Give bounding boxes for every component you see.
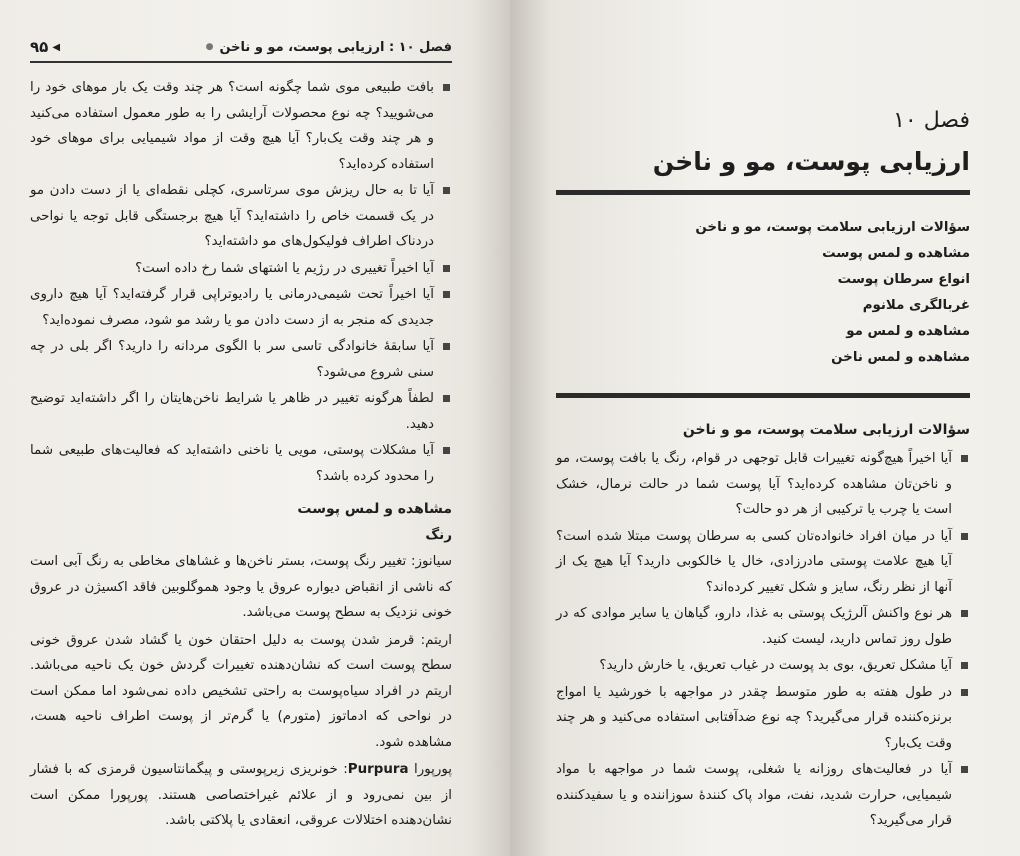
list-item <box>30 386 452 437</box>
list-item <box>30 256 452 282</box>
list-item <box>556 524 970 601</box>
right-page <box>510 0 1020 856</box>
square-bullet-icon <box>443 187 450 194</box>
contents-item: غربالگری ملانوم <box>862 298 970 313</box>
definition-term: پورپورا <box>414 762 452 777</box>
list-item-text: آیا اخیراً هیچ‌گونه تغییرات قابل توجهی در قوام، رنگ یا بافت پوست، مو و ناخن‌تان مشاهده کرده‌اید؟ آیا پوست شما در حالت نرمال، خشک است یا چرب یا ترکیبی از هر دو حالت؟ <box>556 451 952 517</box>
contents-item: مشاهده و لمس ناخن <box>831 350 970 365</box>
list-item <box>556 446 970 523</box>
list-item-text: آیا مشکل تعریق، بوی بد پوست در غیاب تعریق، یا خارش دارید؟ <box>599 658 952 673</box>
list-item-text: بافت طبیعی موی شما چگونه است؟ هر چند وقت یک بار موهای خود را می‌شویید؟ چه نوع محصولات آرایشی را به طور معمول استفاده می‌کنید و هر چند وقت یک‌بار؟ آیا هیچ وقت از مواد شیمیایی برای موهای خود استفاده کرده‌اید؟ <box>30 80 434 172</box>
list-item-text: آیا تا به حال ریزش موی سرتاسری، کچلی نقطه‌ای یا از دست دادن مو در یک قسمت خاص را داشته‌اید؟ آیا هیچ برجستگی قابل توجه یا نواحی دردناک اطراف فولیکول‌های مو داشته‌اید؟ <box>30 183 434 249</box>
running-header-title-wrap <box>206 40 452 55</box>
square-bullet-icon <box>443 447 450 454</box>
triangle-marker-icon: ◀ <box>52 41 61 53</box>
contents-item: مشاهده و لمس پوست <box>822 246 970 261</box>
chapter-title: ارزیابی پوست، مو و ناخن <box>652 147 970 176</box>
list-item-text: آیا اخیراً تحت شیمی‌درمانی یا رادیوتراپی قرار گرفته‌اید؟ آیا هیچ داروی جدیدی که منجر به از دست دادن مو یا رشد مو شود، مصرف نموده‌اید؟ <box>30 287 434 328</box>
list-item-text: آیا اخیراً تغییری در رژیم یا اشتهای شما رخ داده است؟ <box>135 260 434 276</box>
list-item <box>556 601 970 652</box>
running-header <box>30 38 452 63</box>
header-dot-icon: ● <box>205 42 214 52</box>
contents-item: انواع سرطان پوست <box>837 272 970 287</box>
square-bullet-icon <box>443 291 450 298</box>
subsection-title: رنگ <box>425 527 452 543</box>
chapter-divider <box>556 190 970 195</box>
list-item <box>30 334 452 385</box>
contents-divider <box>556 393 970 398</box>
chapter-contents <box>556 215 970 371</box>
list-item-text: لطفاً هرگونه تغییر در ظاهر یا شرایط ناخن‌هایتان را اگر داشته‌اید توضیح دهید. <box>30 391 434 432</box>
running-header-title: فصل ۱۰ : ارزیابی پوست، مو و ناخن <box>219 39 452 55</box>
definition-text: قرمز شدن پوست به دلیل احتقان خون یا گشاد شدن عروق خونی سطح پوست است که نشان‌دهنده تغییرات گردش خون یک ناحیه می‌باشد. اریتم در افراد سیاه‌پوست به راحتی تشخیص داده نمی‌شود اما ممکن است در نواحی که ادماتوز (متورم) یا گرم‌تر از پوست اطراف ناحیه هست، مشاهده شود. <box>30 632 452 750</box>
square-bullet-icon <box>961 610 968 617</box>
definition-purpura <box>30 757 452 834</box>
list-item <box>30 178 452 255</box>
square-bullet-icon <box>443 343 450 350</box>
list-item-text: آیا در میان افراد خانواده‌تان کسی به سرطان پوست مبتلا شده است؟ آیا هیچ علامت پوستی مادرزادی، خال یا خالکوبی دارید؟ آیا هیچ یک از آنها از نظر رنگ، سایز و شکل تغییر کرده‌اند؟ <box>556 528 952 595</box>
right-bullet-list <box>556 446 970 834</box>
left-bullet-list <box>30 75 452 489</box>
square-bullet-icon <box>961 662 968 669</box>
square-bullet-icon <box>443 395 450 402</box>
list-item <box>556 653 970 679</box>
square-bullet-icon <box>961 533 968 540</box>
definition-text: : خونریزی زیرپوستی و پیگمانتاسیون قرمزی که با فشار از بین نمی‌رود و از علائم غیراختصاصی هستند. پورپورا ممکن است نشان‌دهنده اختلالات عروقی، انعقادی یا پلاکتی باشد. <box>30 762 452 828</box>
list-item-text: در طول هفته به طور متوسط چقدر در مواجهه با خورشید یا امواج برنزه‌کننده قرار می‌گیرید؟ چه نوع ضدآفتابی استفاده می‌کنید و هر چند وقت یک‌بار؟ <box>556 684 952 751</box>
list-item-text: آیا مشکلات پوستی، مویی یا ناخنی داشته‌اید که فعالیت‌های طبیعی شما را محدود کرده باشد؟ <box>30 443 434 484</box>
list-item <box>30 438 452 489</box>
list-item <box>556 757 970 834</box>
definition-latin-term: Purpura <box>347 762 409 777</box>
square-bullet-icon <box>961 455 968 462</box>
list-item-text: هر نوع واکنش آلرژیک پوستی به غذا، دارو، گیاهان یا سایر موادی که در طول روز تماس دارید، لیست کنید. <box>556 606 952 647</box>
contents-item: مشاهده و لمس مو <box>846 324 970 339</box>
section-title: مشاهده و لمس پوست <box>297 501 452 517</box>
square-bullet-icon <box>443 265 450 272</box>
page-number: ۹۵ <box>30 38 49 56</box>
square-bullet-icon <box>961 689 968 696</box>
list-item-text: آیا در فعالیت‌های روزانه یا شغلی، پوست شما در مواجهه با مواد شیمیایی، حرارت شدید، نفت، مواد پاک کنندهٔ سوزاننده و یا سفیدکننده قرار می‌گیرید؟ <box>556 762 952 828</box>
definition-cyanosis <box>30 549 452 626</box>
square-bullet-icon <box>961 766 968 773</box>
definition-erythema <box>30 628 452 756</box>
contents-item: سؤالات ارزیابی سلامت پوست، مو و ناخن <box>695 220 970 235</box>
section-title: سؤالات ارزیابی سلامت پوست، مو و ناخن <box>682 422 970 438</box>
list-item-text: آیا سابقهٔ خانوادگی تاسی سر با الگوی مردانه را دارید؟ اگر بلی در چه سنی شروع می‌شود؟ <box>30 339 434 380</box>
definition-term: سیانوز: <box>411 554 452 569</box>
chapter-label: فصل ۱۰ <box>893 108 970 133</box>
definition-text: تغییر رنگ پوست، بستر ناخن‌ها و غشاهای مخاطی به رنگ آبی است که ناشی از انقباض دیواره عروق یا وجود هموگلوبین فاقد اکسیژن در عروق خونی نزدیک به سطح پوست می‌باشد. <box>30 554 452 620</box>
page-number-wrap <box>30 38 60 56</box>
list-item <box>30 75 452 177</box>
definition-term: اریتم: <box>420 632 452 648</box>
list-item <box>30 282 452 333</box>
list-item <box>556 680 970 757</box>
square-bullet-icon <box>443 84 450 91</box>
